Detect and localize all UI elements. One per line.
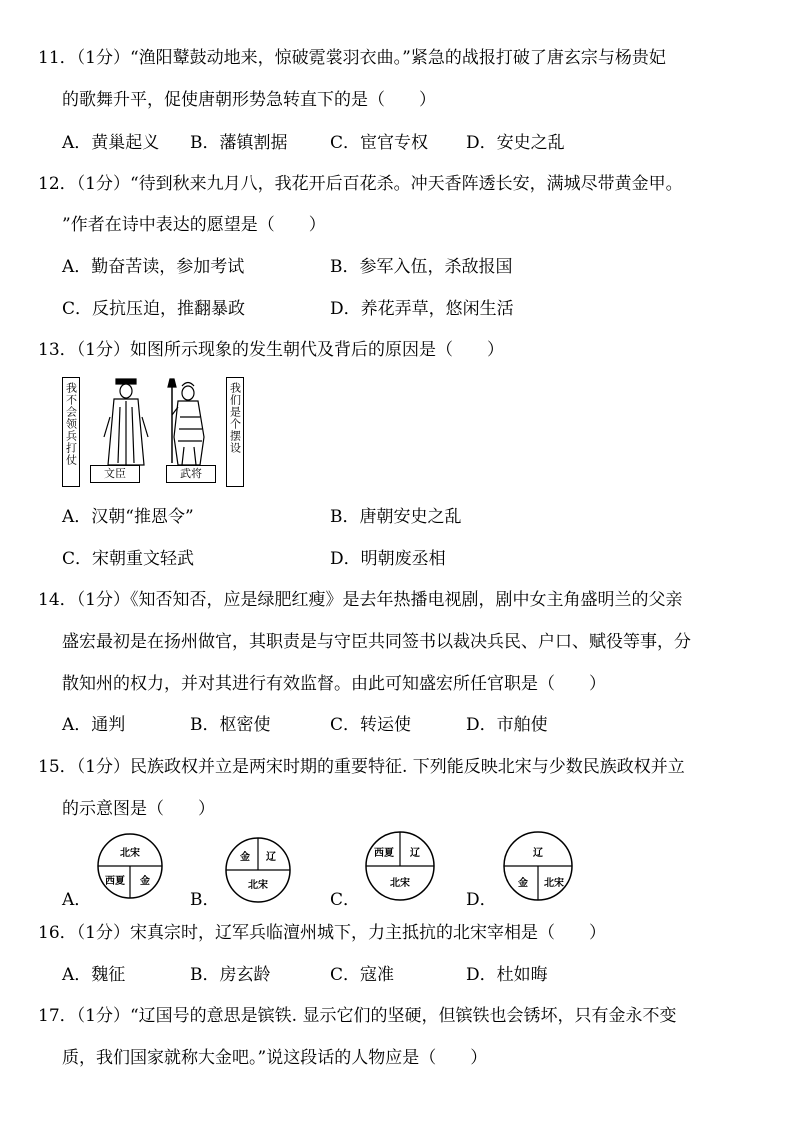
- q15-b-right-label: 辽: [266, 852, 276, 863]
- q15-a-right-label: 金: [140, 876, 150, 887]
- q11-stem-line2: 的歌舞升平，促使唐朝形势急转直下的是（ ）: [62, 90, 436, 110]
- q15-b-bottom-label: 北宋: [248, 880, 268, 891]
- q15-option-c-diagram: [364, 830, 436, 902]
- q15-option-a-letter: A．: [62, 890, 92, 910]
- q12-option-b: B．参军入伍，杀敌报国: [330, 257, 513, 277]
- q15-a-top-label: 北宋: [120, 848, 140, 859]
- q12-stem-line2: ”作者在诗中表达的愿望是（ ）: [62, 215, 326, 235]
- q15-option-b-letter: B．: [190, 890, 220, 910]
- q13-cartoon: [62, 377, 247, 489]
- q13-stem: 13．（1分）如图所示现象的发生朝代及背后的原因是（ ）: [38, 340, 504, 360]
- q13-left-text: 我不会领兵打仗: [64, 382, 78, 466]
- q13-label-military: 武将: [166, 465, 216, 483]
- q11-option-d: D．安史之乱: [466, 133, 565, 153]
- q15-option-d-diagram: [498, 830, 578, 902]
- q16-option-a: A．魏征: [62, 965, 126, 985]
- q15-stem-line2: 的示意图是（ ）: [62, 799, 215, 819]
- q17-stem-line2: 质，我们国家就称大金吧。”说这段话的人物应是（ ）: [62, 1048, 488, 1068]
- q17-stem-line1: 17．（1分）“辽国号的意思是镔铁. 显示它们的坚硬，但镔铁也会锈坏，只有金永不变: [38, 1006, 677, 1026]
- q13-left-speech-box: [62, 377, 80, 487]
- q15-option-a-diagram: [96, 832, 164, 900]
- q14-option-b: B．枢密使: [190, 715, 271, 735]
- q13-right-speech-box: [226, 377, 244, 487]
- q16-stem: 16．（1分）宋真宗时，辽军兵临澶州城下，力主抵抗的北宋宰相是（ ）: [38, 923, 606, 943]
- q15-option-d-letter: D．: [466, 890, 497, 910]
- civil-official-figure: [104, 379, 148, 465]
- q16-option-d: D．杜如晦: [466, 965, 548, 985]
- q15-stem-line1: 15．（1分）民族政权并立是两宋时期的重要特征. 下列能反映北宋与少数民族政权并立: [38, 757, 685, 777]
- q12-option-a: A．勤奋苦读，参加考试: [62, 257, 245, 277]
- q14-stem-line1: 14．（1分）《知否知否，应是绿肥红瘦》是去年热播电视剧，剧中女主角盛明兰的父亲: [38, 590, 683, 610]
- q15-option-c-letter: C．: [330, 890, 361, 910]
- q14-option-a: A．通判: [62, 715, 126, 735]
- q15-option-b-diagram: [224, 836, 292, 904]
- q13-label-civil: 文臣: [90, 465, 140, 483]
- q11-option-b: B．藩镇割据: [190, 133, 288, 153]
- q13-right-text: 我们是个摆设: [228, 382, 242, 454]
- q15-c-bottom-label: 北宋: [390, 878, 410, 889]
- q14-option-c: C．转运使: [330, 715, 412, 735]
- q15-a-left-label: 西夏: [105, 876, 125, 887]
- military-general-figure: [168, 379, 204, 465]
- q13-option-a: A．汉朝“推恩令”: [62, 507, 194, 527]
- q14-option-d: D．市舶使: [466, 715, 548, 735]
- q12-stem-line1: 12．（1分）“待到秋来九月八，我花开后百花杀。冲天香阵透长安，满城尽带黄金甲。: [38, 174, 683, 194]
- q14-stem-line2: 盛宏最初是在扬州做官，其职责是与守臣共同签书以裁决兵民、户口、赋役等事，分: [62, 632, 691, 652]
- q14-stem-line3: 散知州的权力，并对其进行有效监督。由此可知盛宏所任官职是（ ）: [62, 674, 606, 694]
- q11-option-c: C．宦官专权: [330, 133, 429, 153]
- q11-stem-line1: 11．（1分）“渔阳鼙鼓动地来，惊破霓裳羽衣曲。”紧急的战报打破了唐玄宗与杨贵妃: [38, 48, 666, 68]
- q16-option-c: C．寇准: [330, 965, 395, 985]
- q15-d-top-label: 辽: [533, 848, 543, 859]
- q15-b-left-label: 金: [240, 852, 250, 863]
- q11-option-a: A．黄巢起义: [62, 133, 160, 153]
- q12-option-c: C．反抗压迫，推翻暴政: [62, 299, 246, 319]
- q15-c-right-label: 辽: [410, 848, 420, 859]
- q13-option-b: B．唐朝安史之乱: [330, 507, 462, 527]
- q15-c-left-label: 西夏: [374, 848, 394, 859]
- q13-option-d: D．明朝废丞相: [330, 549, 446, 569]
- q15-d-left-label: 金: [518, 878, 528, 889]
- q12-option-d: D．养花弄草，悠闲生活: [330, 299, 514, 319]
- q13-option-c: C．宋朝重文轻武: [62, 549, 195, 569]
- q16-option-b: B．房玄龄: [190, 965, 271, 985]
- q15-d-right-label: 北宋: [544, 878, 564, 889]
